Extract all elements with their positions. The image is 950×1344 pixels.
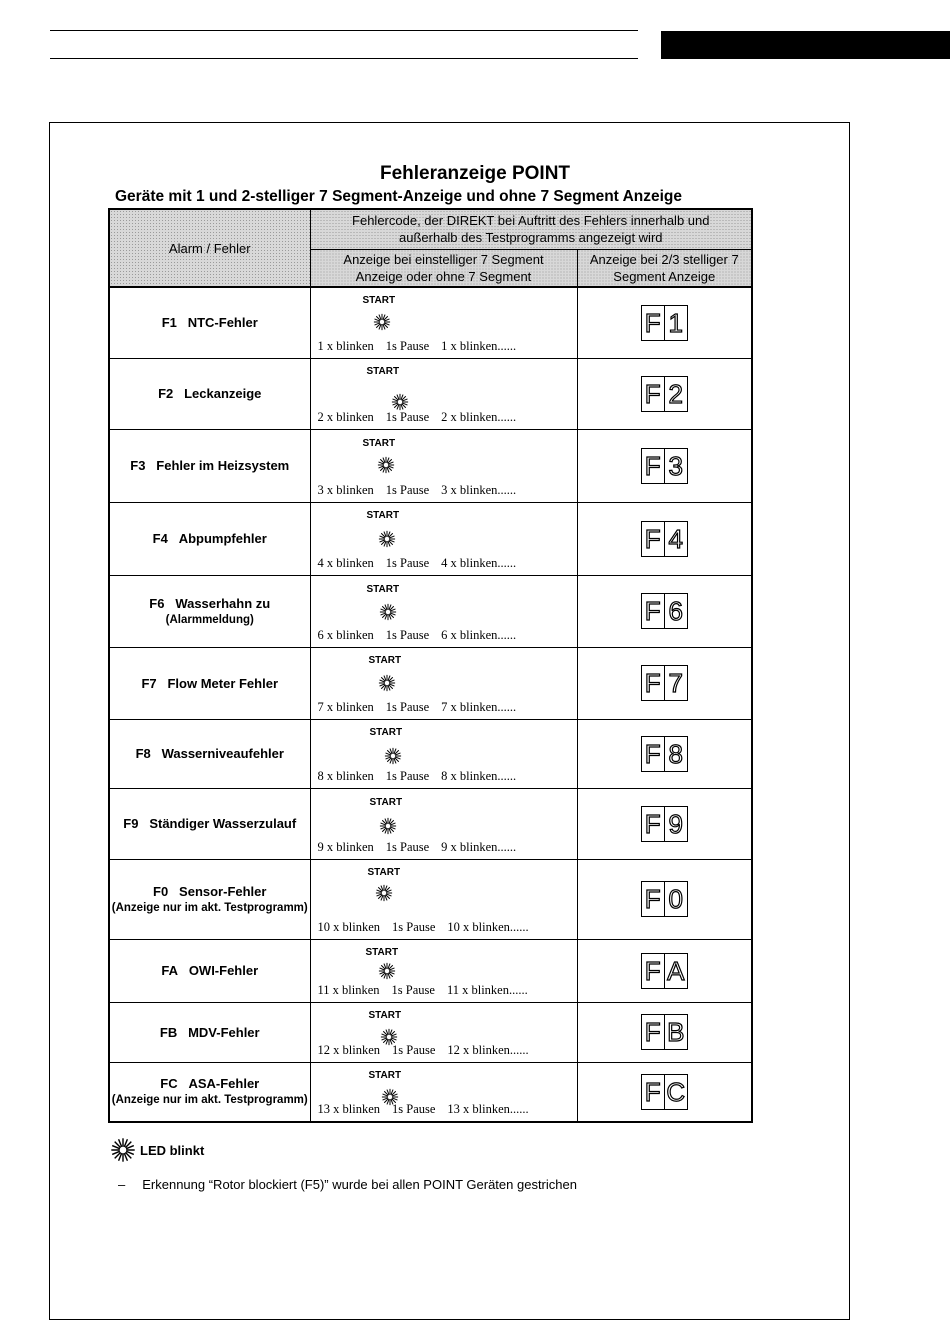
segment-display-cell [577, 502, 752, 575]
alarm-cell [109, 575, 310, 647]
error-code: F8 [135, 746, 151, 761]
start-label: START [369, 796, 403, 808]
led-blink-icon [378, 962, 396, 980]
blink-pattern-cell [310, 502, 577, 575]
blink-count: 7 x blinken [317, 699, 374, 714]
blink-pattern-cell [310, 719, 577, 788]
blink-pattern-cell [310, 788, 577, 859]
segment-display [641, 521, 688, 557]
segment-display-cell [577, 859, 752, 939]
blink-count: 2 x blinken [317, 409, 374, 424]
header-rule-bottom [50, 58, 638, 59]
error-note: (Anzeige nur im akt. Testprogramm) [111, 1094, 308, 1107]
segment-digit-2: 2 [664, 377, 687, 411]
start-label: START [362, 295, 396, 306]
blink-count: 13 x blinken [317, 1102, 380, 1116]
error-name: Ständiger Wasserzulauf [149, 816, 297, 831]
blink-count: 6 x blinken [317, 627, 374, 642]
segment-display [641, 953, 688, 989]
pause-label: 1s Pause [385, 839, 430, 854]
alarm-cell [109, 1062, 310, 1122]
error-code-table [108, 208, 753, 1123]
table-row [109, 1002, 752, 1062]
blink-pattern-cell [310, 1062, 577, 1122]
table-row [109, 1062, 752, 1122]
header-rule-top [50, 30, 638, 31]
error-name: MDV-Fehler [188, 1024, 260, 1040]
start-label: START [366, 509, 400, 521]
blink-sequence [318, 628, 529, 643]
error-code: F0 [153, 883, 169, 899]
start-label: START [366, 365, 400, 377]
error-note: (Alarmmeldung) [165, 613, 254, 626]
segment-display-cell [577, 719, 752, 788]
segment-display-cell [577, 429, 752, 502]
error-code: FB [159, 1024, 178, 1040]
segment-digit-1: F [644, 450, 661, 481]
blink-sequence [318, 339, 529, 354]
segment-display [641, 881, 688, 917]
table-row [109, 788, 752, 859]
segment-digit-2: 4 [664, 522, 687, 556]
pause-label: 1s Pause [392, 919, 436, 934]
segment-display [641, 305, 688, 341]
blink-pattern-cell [310, 647, 577, 719]
segment-digit-2: 0 [664, 882, 687, 916]
blink-sequence [318, 483, 529, 498]
blink-sequence [318, 769, 529, 784]
blink-repeat: 2 x blinken...... [441, 409, 517, 424]
segment-display-cell [577, 1062, 752, 1122]
blink-pattern-cell [310, 429, 577, 502]
start-label: START [362, 437, 396, 449]
error-code: F6 [149, 595, 165, 611]
segment-digit-2: A [664, 954, 687, 988]
segment-display [641, 448, 688, 484]
segment-digit-1: F [644, 596, 661, 626]
blink-sequence [318, 700, 529, 715]
segment-digit-1: F [644, 378, 661, 409]
segment-display [641, 593, 688, 629]
segment-display [641, 736, 688, 772]
pause-label: 1s Pause [385, 555, 430, 570]
table-row [109, 358, 752, 429]
start-label: START [367, 866, 401, 878]
start-label: START [365, 946, 399, 958]
error-code: F2 [158, 386, 174, 401]
error-name: NTC-Fehler [187, 315, 258, 331]
blink-count: 8 x blinken [317, 768, 374, 783]
pause-label: 1s Pause [385, 482, 430, 497]
blink-repeat: 7 x blinken...... [441, 699, 517, 714]
segment-digit-2: C [664, 1075, 687, 1109]
blink-pattern-cell [310, 575, 577, 647]
header-alarm: Alarm / Fehler [109, 209, 310, 287]
error-name: Fehler im Heizsystem [156, 458, 290, 473]
blink-repeat: 4 x blinken...... [441, 555, 517, 570]
blink-sequence [318, 410, 529, 425]
led-blink-icon [375, 884, 393, 902]
blink-count: 1 x blinken [317, 338, 374, 353]
blink-count: 11 x blinken [317, 982, 380, 997]
error-code: FC [160, 1076, 178, 1092]
table-row [109, 859, 752, 939]
blink-pattern-cell [310, 358, 577, 429]
segment-digit-1: F [644, 668, 661, 698]
segment-digit-1: F [644, 808, 661, 839]
segment-digit-1: F [644, 738, 661, 769]
footnote [118, 1177, 577, 1192]
error-code: F1 [161, 315, 177, 331]
error-code: FA [161, 963, 178, 978]
start-label: START [368, 1069, 402, 1081]
error-code: F3 [130, 458, 146, 473]
alarm-cell [109, 939, 310, 1002]
blink-pattern-cell [310, 287, 577, 358]
segment-display [641, 376, 688, 412]
segment-digit-2: 7 [664, 666, 687, 700]
segment-display-cell [577, 287, 752, 358]
table-row [109, 939, 752, 1002]
blink-repeat: 3 x blinken...... [441, 482, 517, 497]
header-single-digit: Anzeige bei einstelliger 7 Segment Anzeige oder ohne 7 Segment [310, 249, 577, 287]
pause-label: 1s Pause [385, 699, 430, 714]
error-name: Abpumpfehler [178, 531, 267, 546]
segment-digit-2: B [664, 1015, 687, 1049]
led-blink-icon [384, 747, 402, 765]
segment-digit-1: F [644, 955, 661, 986]
error-name: Wasserniveaufehler [161, 746, 284, 761]
table-row [109, 287, 752, 358]
legend [110, 1137, 204, 1163]
blink-repeat: 11 x blinken...... [446, 982, 528, 997]
led-blink-icon [378, 674, 396, 692]
blink-sequence [318, 1102, 541, 1117]
error-name: Flow Meter Fehler [167, 675, 279, 691]
blink-repeat: 1 x blinken...... [441, 338, 517, 353]
error-name: Wasserhahn zu [175, 595, 271, 611]
pause-label: 1s Pause [391, 982, 435, 997]
pause-label: 1s Pause [385, 627, 430, 642]
blink-repeat: 12 x blinken...... [447, 1042, 529, 1057]
segment-display [641, 1014, 688, 1050]
blink-pattern-cell [310, 1002, 577, 1062]
led-blink-icon [377, 456, 395, 474]
segment-display-cell [577, 358, 752, 429]
start-label: START [368, 1009, 402, 1021]
blink-count: 10 x blinken [317, 919, 380, 934]
error-code: F7 [141, 675, 157, 691]
table-row [109, 647, 752, 719]
segment-digit-1: F [644, 1076, 661, 1107]
blink-count: 4 x blinken [317, 555, 374, 570]
alarm-cell [109, 429, 310, 502]
table-row [109, 719, 752, 788]
segment-display [641, 1074, 688, 1110]
pause-label: 1s Pause [385, 338, 430, 353]
table-row [109, 502, 752, 575]
error-note: (Anzeige nur im akt. Testprogramm) [111, 901, 308, 914]
pause-label: 1s Pause [385, 768, 430, 783]
segment-digit-2: 3 [664, 449, 687, 483]
legend-label: LED blinkt [140, 1142, 205, 1158]
segment-digit-2: 8 [664, 737, 687, 771]
alarm-cell [109, 287, 310, 358]
segment-digit-1: F [644, 523, 661, 554]
blink-repeat: 13 x blinken...... [447, 1102, 529, 1116]
alarm-cell [109, 788, 310, 859]
led-blink-icon [378, 530, 396, 548]
error-name: OWI-Fehler [188, 963, 259, 978]
alarm-cell [109, 358, 310, 429]
footnote-dash: – [118, 1177, 126, 1192]
alarm-cell [109, 859, 310, 939]
error-name: ASA-Fehler [188, 1076, 260, 1092]
error-code: F9 [123, 816, 139, 831]
blink-sequence [318, 1043, 541, 1058]
led-blink-icon [391, 393, 409, 411]
alarm-cell [109, 719, 310, 788]
segment-digit-2: 6 [664, 594, 687, 628]
blink-count: 12 x blinken [317, 1042, 380, 1057]
blink-pattern-cell [310, 939, 577, 1002]
table-row [109, 575, 752, 647]
start-label: START [366, 583, 400, 595]
blink-pattern-cell [310, 859, 577, 939]
header-black-bar [661, 31, 950, 59]
header-multi-digit: Anzeige bei 2/3 stelliger 7 Segment Anzeige [577, 249, 752, 287]
segment-display [641, 806, 688, 842]
alarm-cell [109, 502, 310, 575]
alarm-cell [109, 647, 310, 719]
blink-sequence [318, 840, 529, 855]
blink-repeat: 8 x blinken...... [441, 768, 517, 783]
blink-count: 9 x blinken [317, 839, 374, 854]
segment-digit-2: 1 [664, 306, 687, 340]
led-blink-icon [373, 313, 391, 331]
led-blink-icon [379, 603, 397, 621]
page-subtitle: Geräte mit 1 und 2-stelliger 7 Segment-Anzeige und ohne 7 Segment Anzeige [115, 188, 683, 205]
start-label: START [369, 726, 403, 738]
footnote-text: Erkennung “Rotor blockiert (F5)” wurde bei allen POINT Geräten gestrichen [142, 1177, 577, 1192]
pause-label: 1s Pause [385, 409, 430, 424]
error-name: Sensor-Fehler [179, 883, 267, 899]
blink-repeat: 10 x blinken...... [447, 919, 529, 934]
segment-display-cell [577, 1002, 752, 1062]
segment-display-cell [577, 575, 752, 647]
start-label: START [368, 654, 402, 666]
segment-display-cell [577, 788, 752, 859]
error-name: Leckanzeige [184, 386, 262, 401]
blink-count: 3 x blinken [317, 482, 374, 497]
blink-sequence [318, 983, 540, 998]
blink-sequence [318, 920, 541, 935]
alarm-cell [109, 1002, 310, 1062]
led-blink-icon [110, 1137, 136, 1163]
pause-label: 1s Pause [392, 1102, 436, 1116]
blink-sequence [318, 556, 529, 571]
segment-digit-1: F [644, 307, 661, 338]
segment-digit-1: F [644, 1017, 661, 1047]
segment-digit-2: 9 [664, 807, 687, 841]
pause-label: 1s Pause [392, 1042, 436, 1057]
segment-display [641, 665, 688, 701]
segment-display-cell [577, 939, 752, 1002]
segment-digit-1: F [644, 884, 661, 914]
segment-display-cell [577, 647, 752, 719]
table-row [109, 429, 752, 502]
page-title: Fehleranzeige POINT [379, 163, 571, 184]
blink-repeat: 6 x blinken...... [441, 627, 517, 642]
led-blink-icon [379, 817, 397, 835]
blink-repeat: 9 x blinken...... [441, 839, 517, 854]
table-body [109, 287, 752, 1122]
error-code: F4 [152, 531, 168, 546]
header-group: Fehlercode, der DIREKT bei Auftritt des Fehlers innerhalb und außerhalb des Testprogramms angezeigt wird [310, 209, 752, 249]
